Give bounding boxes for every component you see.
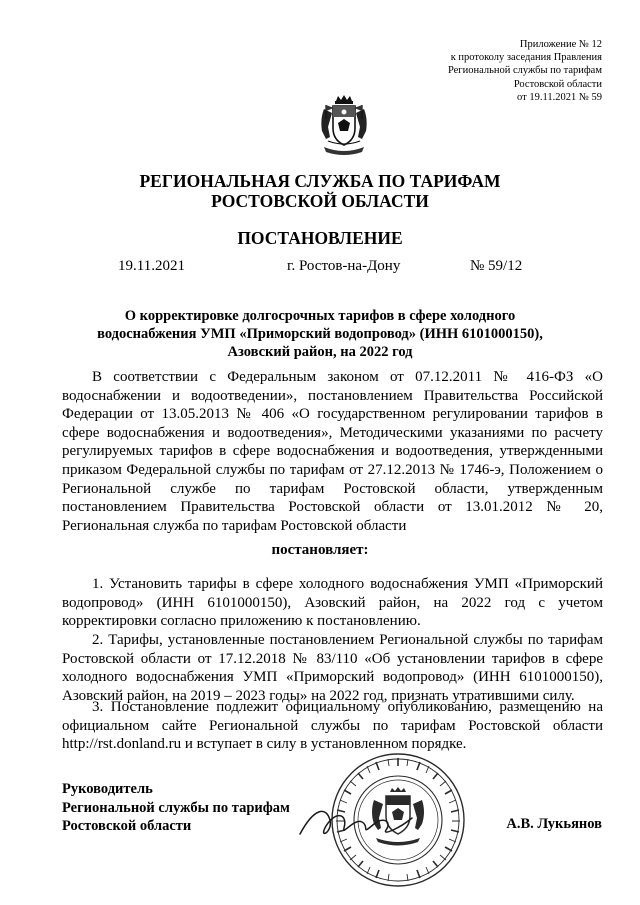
decree-item-3: 3. Постановление подлежит официальному опубликованию, размещению на официальном сайте Региональной службы по тарифам Ростовской области http://rst.donland.ru и вступает в силу в установленном порядке.	[62, 699, 603, 753]
subject-line: О корректировке долгосрочных тарифов в сфере холодного	[124, 308, 516, 324]
signatory-title-line: Руководитель	[62, 781, 153, 797]
handwritten-signature	[296, 800, 416, 845]
organization-title	[0, 171, 640, 211]
organization-line-2: РОСТОВСКОЙ ОБЛАСТИ	[211, 191, 429, 211]
appendix-line: Региональной службы по тарифам	[447, 65, 602, 77]
document-subject	[60, 307, 580, 361]
appendix-note	[362, 38, 602, 104]
decree-word: постановляет:	[271, 542, 369, 558]
decree-item-1: 1. Установить тарифы в сфере холодного водоснабжения УМП «Приморский водопровод» (ИНН 6101000150), Азовский район, на 2022 год с учетом корректировки согласно приложению к постановлению.	[62, 576, 603, 630]
signatory-title-line: Региональной службы по тарифам	[62, 799, 290, 816]
signatory-title	[62, 780, 290, 836]
rostov-coat-of-arms-icon	[318, 95, 370, 157]
subject-line: Азовский район, на 2022 год	[227, 344, 413, 360]
appendix-line: от 19.11.2021 № 59	[517, 91, 602, 103]
intro-paragraph: В соответствии с Федеральным законом от 07.12.2011 № 416-ФЗ «О водоснабжении и водоотведении», постановлением Правительства Российской Федерации от 13.05.2013 № 406 «О государственном регулировании тарифов в сфере водоснабжения и водоотведения», Методическими указаниями по расчету регулируемых тарифов в сфере водоснабжения и водоотведения, утвержденными приказом Федеральной службы по тарифам от 27.12.2013 № 1746-э, Положением о Региональной службе по тарифам Ростовской области, утвержденным постановлением Правительства Ростовской области от 13.01.2012 № 20, Региональная служба по тарифам Ростовской области	[62, 369, 603, 534]
document-type: ПОСТАНОВЛЕНИЕ	[237, 228, 403, 248]
document-number: № 59/12	[470, 258, 523, 274]
signatory-name: А.В. Лукьянов	[506, 816, 602, 832]
appendix-line: к протоколу заседания Правления	[450, 52, 602, 64]
appendix-line: Приложение № 12	[519, 39, 602, 50]
decree-item-2: 2. Тарифы, установленные постановлением Региональной службы по тарифам Ростовской области от 17.12.2018 № 83/110 «Об установлении тарифов в сфере холодного водоснабжения УМП «Приморский водопровод» (ИНН 6101000150), Азовский район, на 2019 – 2023 годы» на 2022 год, признать утратившими силу.	[62, 632, 603, 704]
document-place: г. Ростов-на-Дону	[287, 258, 401, 274]
organization-line-1: РЕГИОНАЛЬНАЯ СЛУЖБА ПО ТАРИФАМ	[139, 171, 501, 191]
document-date: 19.11.2021	[118, 258, 185, 274]
signatory-title-line: Ростовской области	[62, 818, 192, 834]
subject-line: водоснабжения УМП «Приморский водопровод» (ИНН 6101000150),	[97, 326, 543, 342]
appendix-line: Ростовской области	[513, 78, 602, 90]
